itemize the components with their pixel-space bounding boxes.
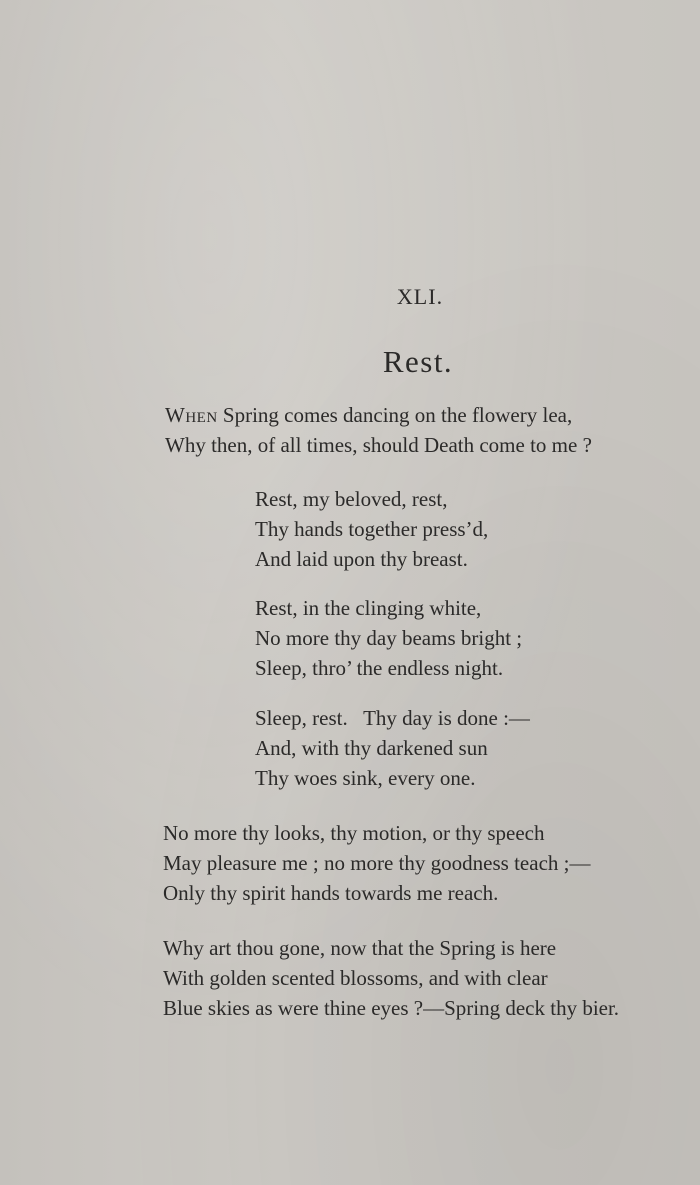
verse-line: Thy woes sink, every one. <box>255 766 476 790</box>
stanza-5 <box>163 818 590 908</box>
verse-line: Sleep, rest. Thy day is done :— <box>255 706 530 730</box>
stanza-2 <box>255 484 488 574</box>
verse-line: May pleasure me ; no more thy goodness teach ;— <box>163 851 591 875</box>
verse-line: Sleep, thro’ the endless night. <box>255 656 504 680</box>
verse-line-text: Spring comes dancing on the flowery lea, <box>217 403 573 427</box>
verse-line: Thy hands together press’d, <box>255 517 489 541</box>
verse-line: Only thy spirit hands towards me reach. <box>163 881 499 905</box>
verse-line <box>165 400 592 430</box>
verse-line: No more thy looks, thy motion, or thy speech <box>163 821 545 845</box>
verse-line: No more thy day beams bright ; <box>255 626 523 650</box>
verse-line: And, with thy darkened sun <box>255 736 488 760</box>
stanza-4 <box>255 703 530 793</box>
verse-line: Why then, of all times, should Death come to me ? <box>165 433 592 457</box>
verse-line: And laid upon thy breast. <box>255 547 468 571</box>
verse-line: Why art thou gone, now that the Spring is here <box>163 936 557 960</box>
stanza-3 <box>255 593 522 683</box>
opening-word: When <box>165 403 218 427</box>
verse-line: Blue skies as were thine eyes ?—Spring deck thy bier. <box>163 996 620 1020</box>
stanza-6 <box>163 933 619 1023</box>
verse-line: Rest, in the clinging white, <box>255 596 482 620</box>
stanza-1 <box>165 400 592 460</box>
verse-line: With golden scented blossoms, and with clear <box>163 966 548 990</box>
poem-title: Rest. <box>382 344 454 379</box>
verse-line: Rest, my beloved, rest, <box>255 487 448 511</box>
poem-number: XLI. <box>396 284 444 309</box>
